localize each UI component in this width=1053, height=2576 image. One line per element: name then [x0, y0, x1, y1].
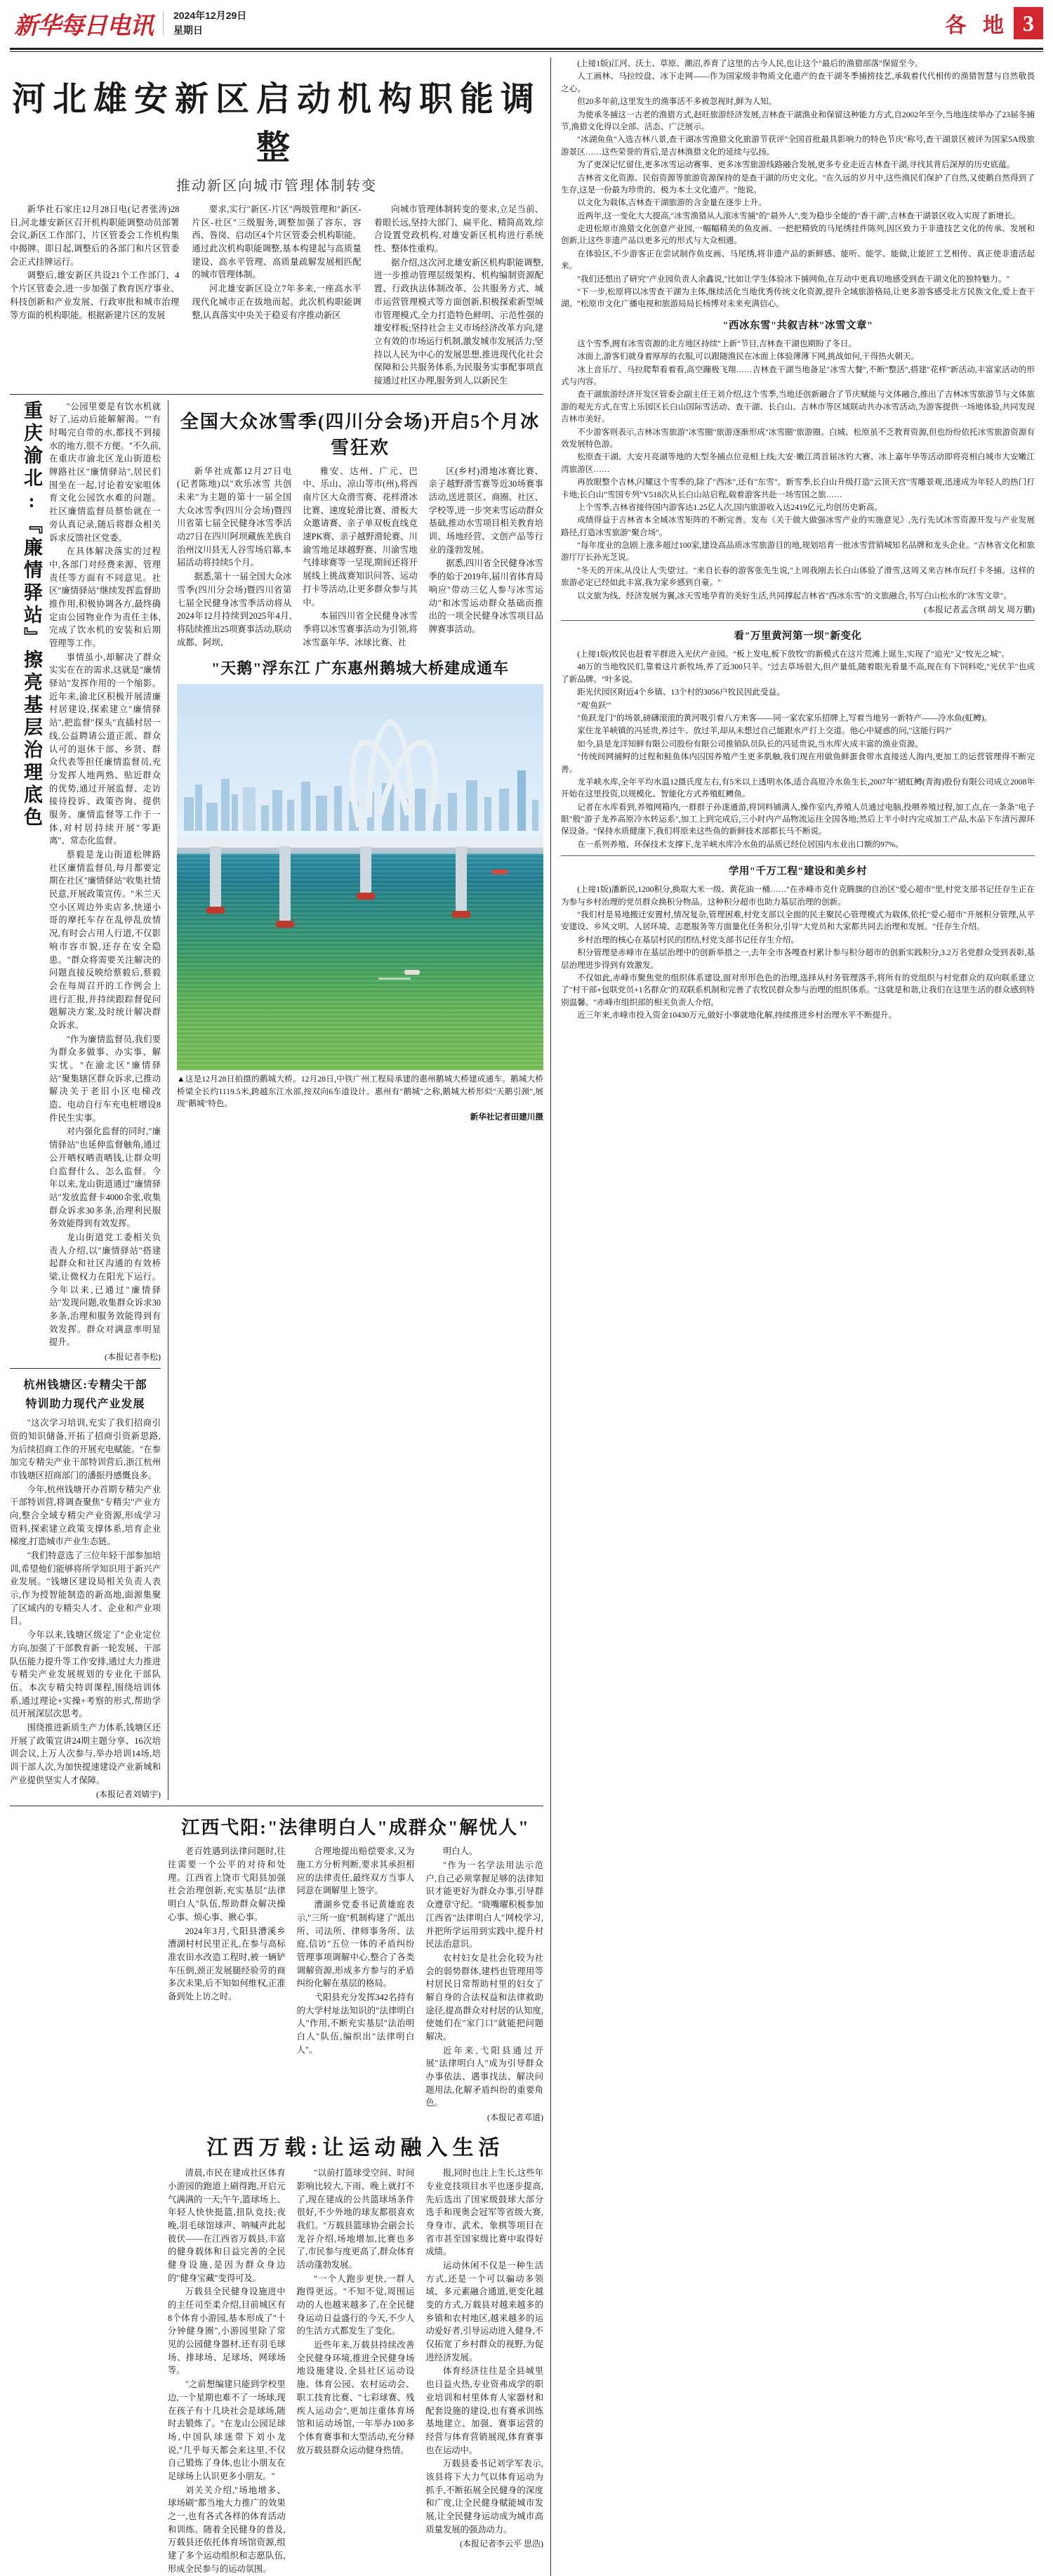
right-para: 冰面上,游客们就身着厚厚的衣服,可以跟随渔民在冰面上体验薄薄下网,挑战如何,干得热火朝天。	[577, 352, 920, 362]
lead-para: 要求,实行"新区-片区"两级管理和"新区-片区-社区"三级服务,调整加强了容东、容西、昝岗、启动区4个片区管委会机构职能。通过此次机构职能调整,基本构建起与高质量建设、高水平管理、高质量疏解发展相匹配的城市管理体制。	[192, 204, 362, 280]
wanzai-para: 清晨,市民在建成社区体育小游园的跑道上刷得跑,开启元气满满的一天;午午,篮球场上、年轻人快快挺篮,扭队竞技;夜晚,羽毛球馆球声、呐喊声此起彼伏——在江西省万载县,丰富的健身载体和日益完善的全民健身设施,是因为群众身边的"健身宝藏"变得可及。	[168, 2168, 286, 2283]
masthead-rule	[10, 48, 1043, 50]
masthead-rule-thin	[10, 51, 1043, 52]
hangzhou-headline-1: 杭州钱塘区:专精尖干部	[23, 1379, 147, 1392]
wanzai-col-3	[425, 2167, 543, 2576]
right-para: 这个雪季,拥有冰雪资源的北方地区持续"上新"节目,吉林查干湖也期盼了冬日。	[577, 339, 857, 348]
hangzhou-para: 今年以来,钱塘区级定了"企业定位方向,加强了干部教育新一轮发展、干部队伍能力提升等工作安排,通过大力推进专精尖产业发展规划的专业化干部队伍。本次专精尖特训课程,围绕培训体系,通过理论+实操+考察的形式,帮助学员开展深层次思考。	[10, 1630, 161, 1719]
hangzhou-signature: (本报记者刘婧宇)	[96, 1789, 161, 1800]
chongqing-signature: (本报记者李松)	[105, 1352, 161, 1362]
right-para: "我们还想出了研究"产业园负责人余鑫说,"比如让学生体验冰下捕网鱼,在互动中更真切地感受到查干湖文化的独特魅力。"	[577, 274, 1010, 284]
right-para: "每年度业的急剧上涨多超过100家,建设高品质冰雪旅游目的地,规划培育一批冰雪营销城知名品牌和龙头企业。"吉林省文化和旅游厅厅长孙光芝说。	[561, 541, 1035, 563]
right-para: 以文化为载体,吉林查干湖旅游的含金量在逐步上升。	[577, 198, 767, 208]
masthead	[10, 0, 1043, 46]
right-para: 成绩得益于吉林省本全域冰雪矩阵的不断完善。发布《关于做大做强冰雪产业的实施意见》,先行先试冰雪资源开发与产业发展路径,打造冰雪旅游"聚合场"。	[561, 515, 1035, 537]
bridge-photo	[177, 684, 543, 1070]
right-para: "冬天的开床,从没让人'失望'过。"来自长春的游客张先生说,"上周我刚去长白山体验了滑雪,这周又来吉林市玩打卡冬捕。这样的旅游必定已经如此丰富,我为家乡感到自豪。"	[561, 565, 1035, 588]
yiyang-signature: (本报记者邓道)	[487, 2112, 544, 2123]
lead-para: 据介绍,这次河北雄安新区机构职能调整,进一步推动管理层级架构、机构编制资源配置、行政执法体制改革、公共服务方式、城市运营管理模式等方面创新,积极探索新型城市管理模式,全力打造特色鲜明、示范性强的雄安样板;坚持社会主义市场经济改革方向,建立有效的市场运行机制,激发城市发展活力;坚持以人民为中心的发展思想,推进现代化社会保障和公共服务体系,为民服务实事配事项直接通过社区办理,服务到人,以新民生	[373, 257, 543, 386]
right-para: 龙羊峡水库,全年平均水温12摄氏度左右,有5米以上透明水体,适合高原冷水鱼生长,2007年"裙虹鳟(青海)股份有限公司成立2008年开始在这里投资,以规模化、智能化方式养殖虹鳟鱼。	[561, 777, 1035, 799]
right-para: 再放眼整个吉林,闪耀这个雪季的,除了"西冰",还有"东雪"。新雪季,长白山升级打造"云顶天宫"雪雕景观,迅速成为年轻人的热门打卡地;长白山"雪国专列"V518次从长白山站启程,载着游客共赴一场雪国之旅……	[561, 478, 1035, 499]
wanzai-para: 报,同时也注上生长,这些年专业竞技项目水平也逐步提高,先后选出了国家级鼓球大部分选手和现奥会冠军等省级大赛,身身市、武术、象棋等项目在省市甚至国家级比赛中取得好成绩。	[425, 2168, 544, 2257]
right-para: "我们村是易地搬迁安置村,情况复杂,管理困难,村党支部以全面的民主聚民心管理模式为载体,依托"爱心超市"开展积分管理,从平安建设、乡风文明、人居环境、志愿服务等方面量化任务积分,引导"大党员和大家都共同去治理和发展。"任存生介绍。	[561, 910, 1035, 932]
yiyang-story	[168, 1813, 543, 2123]
chongqing-para: 龙山街道党工委相关负责人介绍,以"廉情驿站"搭建起群众和社区沟通的有效桥梁,让微权力在阳光下运行。今年以来,已通过"廉情驿站"发现问题,收集群众诉求30多条,治理和服务效能得到有效发挥。群众对满意率明显提升。	[49, 1232, 161, 1348]
wanzai-signature: (本报记者李云平 思浩)	[460, 2539, 544, 2549]
yiyang-para: 农村妇女是社会化较为社会的弱势群体,建档也管理用等村居民日常帮助村里的妇女了解自身的合法权益和法律救助途径,提高群众对村居的认知度,使她们在"家门口"就能把问题解决。	[425, 1952, 544, 2042]
hangzhou-para: "这次学习培训,充实了我们招商引资的知识储备,开拓了招商引资新思路,为后续招商工作的开展充电赋能。"在参加完专精尖产业干部特训营后,浙江杭州市钱塘区招商部门的潘振丹感慨良多。	[10, 1418, 161, 1480]
bridge-pier	[360, 846, 371, 895]
ice-snow-para: 雅安、达州、广元、巴中、乐山、凉山等市(州),将西南片区大众滑雪赛、花样滑冰比赛、速度轮滑比赛、滑板大众邀请赛、亲子单双板直线竞速PK赛、亲子越野滑轮赛、川渝雪地足球越野赛、川渝雪地气排球赛等一呈现,期间还将开展线上挑战赛知识问答、运动打卡等活动,让更多群众参与其中。	[303, 466, 418, 607]
right-rule-2	[561, 855, 1035, 856]
lead-bottom-rule	[10, 394, 543, 395]
yiyang-col-3	[425, 1845, 543, 2123]
chongqing-body	[49, 400, 161, 1363]
right-para: 人工画林、马拉绞盘、冰下走网——作为国家级非物质文化遗产的查干湖冬季捕捞技艺,承载着代代相传的渔猎智慧与自然敬畏之心。	[561, 72, 1035, 93]
lead-col-2	[192, 203, 361, 388]
lead-headline: 河北雄安新区启动机构职能调整	[11, 81, 541, 166]
right-para: 不仅如此,赤峰市聚焦党的组织体系建设,面对形形色色的治理,选择从村务管理落手,将所有的党组织与村党群众的双向联系建立了"村干部+包联党员+1名群众"的双联系机制和完善了农牧民群众参与治理的组织体系。"这就是和谐,让我们在这里生活的群众感到特别温馨。"赤峰市组织部的相关负责人介绍。	[561, 973, 1035, 1007]
left-region	[10, 58, 550, 2576]
chongqing-rule	[10, 1368, 161, 1369]
chongqing-vertical-headline: 重庆渝北:『廉情驿站』擦亮基层治理底色	[21, 400, 42, 829]
lead-subheadline: 推动新区向城市管理体制转变	[176, 178, 377, 194]
yiyang-para: 老百姓遇到法律问题时,往往需要一个公平的对待和处理。江西省上饶市弋阳县加强社会治理创新,充实基层"法律明白人"队伍,帮助群众解决操心事、烦心事、揪心事。	[168, 1846, 286, 1922]
wanzai-para: 运动休闲不仅是一种生活方式,还是一个可以骗动多领域、多元素融合通道,更变化越变的方式,万载县对越来越多的乡镇和农村地区,越来越多的运动爱好者,引导运动进入健身,不仅拓宽了乡村群众的视野,为促进经济发展。	[425, 2260, 544, 2363]
middle-band	[10, 400, 543, 1801]
lead-para: 河北雄安新区设立7年多来,一座高水平现代化城市正在拔地而起。此次机构职能调整,认真落实中央关于稳妥有序推动新区	[192, 284, 362, 320]
right-para: 查干湖旅游经济开发区管委会副主任王刘介绍,这个雪季,当地还创新融合了节庆赋能与文体融合,推出了吉林冰雪旅游节与文体旅游的观光方式,在雪上乐园区长白山国际雪活动、查干湖、长白山、吉林市等区域联动共办冰雪活动,为游客提供一场地体验,共同发现吉林市美好。	[561, 390, 1035, 424]
hangzhou-para: 今年,杭州钱塘开办首期专精尖产业干部特训营,将调查聚焦"专精尖"产业方向,整合全域专精尖产业资源,形成学习资料,探索建立政策支撑体系,培育企业梯度,打造城市产业生态链。	[10, 1484, 161, 1547]
right-para: (上接1版)潘新民,1200积分,换取大米一级、黄花油一桶……"在赤峰市克什克腾旗的自治区"爱心超市"里,村党支部书记任存生正在为参与乡村治理的党员群众换积分物品。这种积分超市也助力基层治理的创新。	[561, 885, 1035, 907]
chagan-lake-story	[561, 58, 1035, 310]
right-para: "冰湖鱼鱼"入选吉林八景,查干湖冰雪渔猎文化旅游节获评"全国首批最具影响力的特色节庆"称号,查干湖景区被评为国家5A级旅游景区……这些荣誉的背后,是吉林渔猎文化的延续与弘扬。	[561, 135, 1035, 157]
bridge-photo-story	[177, 657, 543, 1124]
lead-col-3	[374, 203, 543, 388]
right-para: 家住龙羊峡镇的冯延贵,养过牛、放过羊,却从未想过自己能跟水产打上交道。他心中疑惑的问,"这能行吗?"	[577, 726, 952, 736]
bridge-headline: "天鹅"浮东江 广东惠州鹅城大桥建成通车	[211, 659, 509, 678]
river-boat	[492, 869, 508, 874]
right-para: (上接1版)江河、沃土、草原、潮沼,养育了这里的古今人民,也让这个"最后的渔猎部落"保留至今。	[577, 59, 923, 68]
masthead-date-block	[173, 8, 246, 38]
wanzai-para: 体育经济往往是全县城里也日益火热,专业资弗成学的职业培训和村里体育人家器材和配套设施的建设,也有赛承训练基地建立、加强、赛事运营的经营与体育营销展现,体育赛事也在运动中。	[425, 2366, 544, 2455]
yiyang-para: 漕湖乡党委书记黄雄庭表示,"三所一庭"机制构建了"派出所、司法所、律师事务所、法庭,信访"五位一体的矛盾纠纷管理事项调解中心,整合了各类调解资源,形成多方参与的矛盾纠纷化解在基层的格局。	[296, 1900, 415, 1989]
section-title: 各 地	[945, 14, 1009, 37]
wanzai-para: 近些年来,万载县持续改善全民健身环境,推进全民健身场地设施建设,全县社区运动设施、体育公园、农村运动会、职工技育比赛、"七彩球赛、残疾人运动会",更加注重体育场馆和运动场馆,一年举办100多个体育赛事和大型活动,充分释放万载县群众运动健身热情。	[296, 2340, 415, 2455]
ice-snow-para: 本届四川省全民健身冰雪季将以冰雪赛事活动为引领,将冰雪嘉年华、冰球比赛、社	[303, 611, 418, 648]
right-para: "下一步,松原将以冰雪查干湖为主体,继续活化当地优秀传统文化资源,提升全域旅游格局,让更多游客感受北方民族文化,爱上查干湖。"松原市文化广播电视和旅游局局长杨博对未来充满信心。	[561, 287, 1035, 309]
ice-snow-para: 区(乡村)滑地冰赛比赛、亲子越野滑雪赛等近30场赛事活动,送进景区、商圈、社区、学校等,进一步突来雪运动群众基础,推动水雪项目相关教育培训、场地经营、文创产品等行业的蓬勃发展。	[428, 466, 543, 555]
wanzai-para: "以前打篮球受空间、时间影响比较大,下雨、晚上就打不了,现在建成的公共篮球场条件很好,不少外地的球友都很喜欢我们。"万载县篮球协会副会长龙谷介绍,场地增加,比赛也多了,市民参与度更高了,群众体育活动蓬勃发展。	[296, 2168, 415, 2270]
ice-snow-story	[177, 407, 543, 650]
wanzai-headline: 江西万载:让运动融入生活	[206, 2136, 505, 2160]
xibing-dongxue-story	[561, 338, 1035, 615]
ice-snow-col-2	[303, 465, 417, 650]
right-para: 为了更深记忆留住,更多冰雪运动赛事、更多冰雪旅游线路融合发展,更多专业走近吉林查干湖,寻找其背后深厚的历史底蕴。	[577, 160, 1015, 170]
wanzai-para: "一个人跑步更快,一群人跑得更远。"不知不觉,周围运动的人也越来越多了,在全民健身运动日益盛行的今天,不少人的生活方式都发生了变化。	[296, 2273, 415, 2337]
boat-wake	[378, 978, 411, 980]
lead-para: 向城市管理体制转变的要求,立足当前、着眼长远,坚持大部门、扁平化、精简高效,综合设置党政机构,对雄安新区机构进行系统性、整体性重构。	[373, 204, 543, 254]
hangzhou-headline-2: 特训助力现代产业发展	[25, 1398, 145, 1411]
yiyang-para: 近年来,弋阳县通过开展"法律明白人"成为引导群众办事依法、遇事找法、解决问题用法,化解矛盾纠纷的重要角色。	[425, 2045, 544, 2108]
right-para: 记者在水库看到,养殖网箱内,一群群子孙遂通游,将饲料铺满人,操作室内,养殖人员通过电脑,投喂养殖过程,加工点,在一条条"电子眼"般"游子龙养高原冷水转运系",加工上到完成后,三小时内产品物流运往全国各地;然后上半小时内完成加工产品,水品下车清污源环保设备。"保持水质健康下,我们将原来这些鱼的新鲜技术部都长马不断说。	[561, 802, 1035, 836]
right-para: 近三年来,赤峰市投入资金10430万元,做好小事就地化解,持续推进乡村治理水平不断提升。	[577, 1011, 897, 1020]
page-number-badge: 3	[1014, 7, 1043, 39]
issue-date: 2024年12月29日	[173, 10, 247, 21]
chongqing-para: 对内强化监督的同时,"廉情驿站"也延伸监督触角,通过公开晒权晒责晒钱,让群众明白监督什么、怎么监督。今年以来,龙山街道通过"廉情驿站"发放监督卡4000余张,收集群众诉求30多条,治理利民服务效能得到有效发挥。	[49, 1126, 161, 1229]
lead-story	[10, 72, 543, 388]
right-region	[550, 58, 1035, 2576]
yellow-river-dam-headline: 看"万里黄河第一坝"新变化	[734, 631, 862, 643]
river-boat	[404, 970, 420, 975]
right-para: "鱼跃龙门"的场景,磅礴滚滚的黄河吸引着八方来客——同一家农家乐招牌上,写着当地另一新特产——冷水鱼(虹鳟)。	[577, 713, 993, 723]
bridge-photo-caption: ▲这是12月28日拍摄的鹅城大桥。12月28日,中铁广州工程局承建的惠州鹅城大桥建成通车。鹅城大桥桥梁全长约1119.5米,跨越东江水部,按双向6车道设计。惠州有"鹅城"之称,鹅城大桥形似"天鹅引颈",展现"鹅城"特色。	[177, 1075, 543, 1109]
yiyang-headline: 江西弋阳:"法律明白人"成群众"解忧人"	[181, 1818, 530, 1839]
ice-snow-col-3	[429, 465, 543, 650]
right-para: 距光伏园区附近4个乡镇、13个村的3056户牧民因此受益。	[577, 688, 785, 697]
newspaper-nameplate: 新华每日电讯	[14, 13, 153, 39]
ice-snow-para: 新华社成都12月27日电(记者陈地)以"欢乐冰雪 共创未来"为主题的第十一届全国大众冰雪季(四川分会场)暨四川省第七届全民健身冰雪季活动27日在四川阿坝藏族羌族自治州汶川县无人谷雪场启幕,本届活动将持续5个月。	[177, 466, 292, 568]
chongqing-para: 蔡毅是龙山街道松牌路社区廉情监督员,每月都要定期在社区"廉情驿站"收集社情民意,开展政策宣传。"米兰天空小区周边外卖店多,快递小哥的摩托车存在乱停乱放情况,有时会占用人行道,不仅影响市容市貌,还存在安全隐患。"群众将需要关注解决的问题直接反映给蔡毅后,蔡毅会在每周召开的工作例会上进行汇报,并持续跟踪督促问题解决方案,及时统计解决群众诉求。	[49, 850, 161, 1030]
ice-snow-para: 据悉,第十一届全国大众冰雪季(四川分会场)暨四川省第七届全民健身冰雪季活动将从2024年12月持续到2025年4月,将陆续推出25项赛事活动,联动成都、阿坝、	[177, 572, 292, 648]
right-para: 如今,县是龙洋知鲜有限公司股份有限公司推销队员队长的冯延贵说,当水库火成丰富的渔业资源。	[577, 739, 923, 749]
right-para: 为使承冬捕这一古老的渔猎方式,赵旺旅游经济发展,吉林查干湖渔业和保留这种能力方式,自2002年至今,当地连续举办了23届冬捕节,渔猎文化得以全部、活态、广泛展示。	[561, 110, 1035, 131]
wanzai-col-1	[168, 2167, 286, 2576]
middle-band-right	[168, 400, 543, 1801]
right-para: 在一系列养殖、环保技术支撑下,龙羊峡水库冷水鱼的品质已经位居国内水业出口额的97%。	[577, 839, 903, 849]
ice-snow-headline: 全国大众冰雪季(四川分会场)开启5个月冰雪狂欢	[180, 411, 541, 458]
hangzhou-para: 围绕推进新质生产力体系,钱塘区还开展了政策宣讲24期主题分享、16次培训会议,上万人次参与,举办培训14场,培训干部人次,为加快提速建设产业新城和产业提供坚实人才保障。	[10, 1722, 161, 1785]
yiyang-para: "作为一名学法用法示范户,自己必须掌握足够的法律知识才能更好为群众办事,引导群众遵章守纪。"晓嘴曜积极参加江西省"法律明白人"网校学习,并把所学运用到实践中,提升村民法治意识。	[425, 1860, 544, 1950]
right-para: 不少游客则表示,吉林冰雪旅游"冰雪圈"旅游逐渐形成"冰雪圈"旅游圈。白城、松原虽不乏教育资源,但也纷纷依托冰雪旅游资源有效发展特色游。	[561, 427, 1035, 449]
right-para: 松原查干湖、大安月亮湖等地的大型冬捕点位竞相上线;大安·嫩江湾首届冰钓大赛、冰上嘉年华等活动即将亮相白城市大安嫩江湾旅游区……	[561, 452, 1035, 474]
hangzhou-para: "我们特意选了三位年轻干部参加培训,希望他们能够将所学知识用于新兴产业发展。"钱塘区建设局相关负责人表示,作为授智能制造的新高地,面源集聚了区域内的专精尖人才、企业和产业项目。	[10, 1551, 161, 1627]
masthead-right	[946, 7, 1044, 39]
right-para: 近两年,这一变化大大提高,"冰雪渔猎从人滚冰雪捕"的"晨外人",变为稳步全能的"香干湖",吉林查干湖景区收入实现了新增长。	[577, 211, 1021, 221]
bridge-pier	[279, 846, 291, 924]
yiyang-para: 明白人。	[442, 1846, 478, 1857]
bridge-pier	[456, 846, 467, 914]
xibing-dongxue-signature: (本报记者孟含琪 胡戈 周万鹏)	[924, 605, 1035, 615]
wanzai-para: 刘关关介绍,"场地增多、球场刷"都当地大力推广的效果之一,也有各式各样的体育活动和训练。随着全民健身的普及,万载县还依托体育场馆资源,组建了多个运动组织和志愿队伍,形成全民参与的运动氛围。	[168, 2485, 286, 2574]
chongqing-para: 事情虽小,却解决了群众实实在在的需求,这就是"廉情驿站"发挥作用的一个缩影。近年来,渝北区积极开展清廉村居建设,探索建立"廉情驿站",把监督"探头"直插村居一线,公益聘请公道正派、群众认可的退休干部、乡贤、群众代表等担任廉情监督员,充分发挥人地两熟、贴近群众的优势,通过开展监督、走访接待投诉、政策咨询、提供服务、廉情监督等工作于一体,对村居持续开展"零距离"、常态化监督。	[49, 652, 161, 846]
right-para: (上接1版)牧民也赶着羊群进入光伏产业园。"板上发电,板下放牧"的新模式在这片荒滩上诞生,实现了"追光"又"牧光之城"。	[577, 650, 1009, 659]
chongqing-para: "作为廉情监督员,我们要为群众多做事、办实事、解实忧。"在渝北区"廉情驿站"聚集辖区群众诉求,已推动解决关于老旧小区电梯改造、电动自行车充电桩增设8件民生实事。	[49, 1034, 161, 1123]
page-body	[10, 58, 1043, 2576]
right-para: 积分管理是赤峰市在基层治理中的创新举措之一,去年全市各嘎查村累计参与积分超市的创新实践积分,3.2万名党群众受到表彰,基层治理进步得到有效激发。	[561, 948, 1035, 970]
hangzhou-story	[10, 1376, 161, 1800]
yiyang-col-2	[297, 1845, 415, 2123]
wanzai-para: 万载县全民健身设施进中的主任司至柔介绍,目前城区有8个体育小游园,基本形成了"十分钟健身圈",小游园里除了常见的公园健身器材,还有羽毛球场、排球场、足球场、网球场等。	[168, 2287, 286, 2376]
yiyang-para: 合理地提出赔偿要求,又为施工方分析判断,要求其承担相应的法律责任,最终双方当事人同意在调解里上签字。	[296, 1846, 415, 1896]
right-para: 乡村治理的核心在基层村民的团结,村党支部书记任存生介绍。	[577, 935, 800, 945]
right-para: 在体验区,不少游客正在尝试制作鱼皮画、马尾绣,将非遗产品的新鲜感、能听、能学、能做,让能匠工艺相传、真正使非遗活起来。	[561, 249, 1035, 271]
yiyang-para: 2024年3月,弋阳县漕溪乡漕湖村村民里正礼,在参与高标准农田水改造工程时,被一辆铲车压倒,颈正发展腿经验劳的商多次未果,后不知如何维权,正准备到处上访之时。	[168, 1926, 286, 2002]
yellow-river-dam-story	[561, 648, 1035, 850]
wanzai-para: "之前想编建只能到学校里边,一个星期也难不了一场球,现在孩子有十几块社会是球场,随时去锻炼了。"在龙山公园足球场,中国队球迷带下刘小龙说,"几乎每天都会来这里,不仅自己锻炼了身体,也让小朋友在足球场上认识更多小朋友。"	[168, 2379, 286, 2481]
ice-snow-para: 据悉,四川省全民健身冰雪季的始于2019年,届川省体育局响应"带动三亿人参与冰雪运动"和冰雪运动群众基础而推出的一项全民健身冰雪项目品牌赛事活动。	[428, 558, 543, 634]
right-rule-1	[561, 620, 1035, 621]
bridge-photo-credit: 新华社记者田建川摄	[470, 1112, 543, 1122]
chongqing-para: 在具体解决落实的过程中,各部门对经费来源、管理责任等方面有不同意见。社区"廉情驿站"继续发挥监督助推作用,积极协调各方,最终确定由公园物业作为责任主体,完成了饮水机的安装和后期管理等工作。	[49, 546, 161, 648]
right-para: "观'鱼跃'"	[577, 700, 611, 710]
yiyang-col-1	[168, 1845, 286, 2123]
qianwan-project-story	[561, 883, 1035, 1021]
bridge-pier	[210, 846, 221, 909]
chongqing-para: "公园里要是有饮水机就好了,运动后能解解渴。""有时喝完自带的水,都找不到接水的地方,很不方便。"不久前,在重庆市渝北区龙山街道松牌路社区"廉情驿站",居民们围坐在一起,讨论着安家咀体育文化公园饮水难的问题。社区廉情监督员蔡怡就在一旁认真记录,随后将群众相关诉求反馈社区党委。	[49, 401, 161, 543]
right-para: 吉林省文化资源、民俗资源等旅游资源保持的是查干湖的历史文化。"在久远的岁月中,这些渔民们保护了自然,又使鹅自然得到了生存,这是一份最为珍贵的、极为本土文化遗产。"他说。	[561, 173, 1035, 195]
right-para: 走进松原市渔猎文化创意产业园,一幅幅精美的鱼皮画、一把把精致的马尾绣挂件陈列,因区致力于非遗技艺文化的传承、发展和创新,让这些非遗产品以更多元的形式与大众相遇。	[561, 224, 1035, 246]
right-para: 但20多年前,这里发生的渔事活不多被忽视时,鲜为人知。	[577, 97, 777, 107]
issue-weekday: 星期日	[173, 25, 203, 36]
right-para: "传统间网捕鲟的过程和鲑鱼体内囚国养殖产生更多肌触,我们现在用做鱼鲜蛋食带水直接送人海内,更加工的运营管理得不断完善。	[561, 752, 1035, 774]
wanzai-col-2	[297, 2167, 415, 2576]
lead-para: 调整后,雄安新区共设21个工作部门、4个片区管委会,进一步加强了教育医疗事业、科技创新和产业发展、行政审批和城市治理等方面的机构职能。根据新建片区的发展	[10, 270, 180, 320]
ice-snow-col-1	[177, 465, 291, 650]
right-para: 以文旅为线、经济发展为翼,冰天雪地孕育的美好生活,共同撑起吉林省"西冰东雪"的文旅融合,书写白山松水的"冰雪文章"。	[577, 591, 1012, 600]
masthead-divider	[163, 11, 164, 35]
lead-para: 新华社石家庄12月28日电(记者张涛)28日,河北雄安新区召开机构职能调整动员部署会议,新区工作部门、片区管委会工作机构集中揭牌。即日起,调整后的各部门和片区管委会正式挂牌运行。	[10, 204, 180, 267]
wanzai-story	[168, 2130, 543, 2576]
xibing-dongxue-headline: "西冰东雪"共叙吉林"冰雪文章"	[722, 320, 873, 331]
lead-col-1	[10, 203, 179, 388]
right-para: 48万的当地牧民们,靠着这片新牧场,养了近300只羊。"过去草场很大,但产量低,随着眼光看量不高,现在有下饲料吃,"光伏羊"也成了新品牌。"叶多说。	[561, 662, 1035, 684]
right-para: 上个雪季,吉林省接待国内游客达1.25亿人次,国内旅游收入达2419亿元,均创历史新高。	[577, 502, 882, 512]
right-para: 冰上音乐厅、马拉爬犁看着看,高空蹦极飞翔……吉林查干湖当地备足"冰雪大餐",不断"整活",搭建"花样"新活动,丰富家活动的形式与内容。	[561, 364, 1035, 386]
wanzai-para: 万载县委书记刘学军表示,该县将下大力气以体育运动为抓手,不断拓展全民健身的深度和广度,让全民健身赋能城市发展,让全民健身运动成为城市高质量发展的强劲动力。	[425, 2459, 544, 2535]
qianwan-project-headline: 学用"千万工程"建设和美乡村	[728, 866, 868, 878]
chongqing-story	[10, 400, 161, 1801]
yiyang-para: 弋阳县充分发挥342名持有的大学村址法知识的"法律明白人"作用,不断充实基层"法治明白人"队伍,编织出"法律明白人"。	[296, 1992, 415, 2055]
